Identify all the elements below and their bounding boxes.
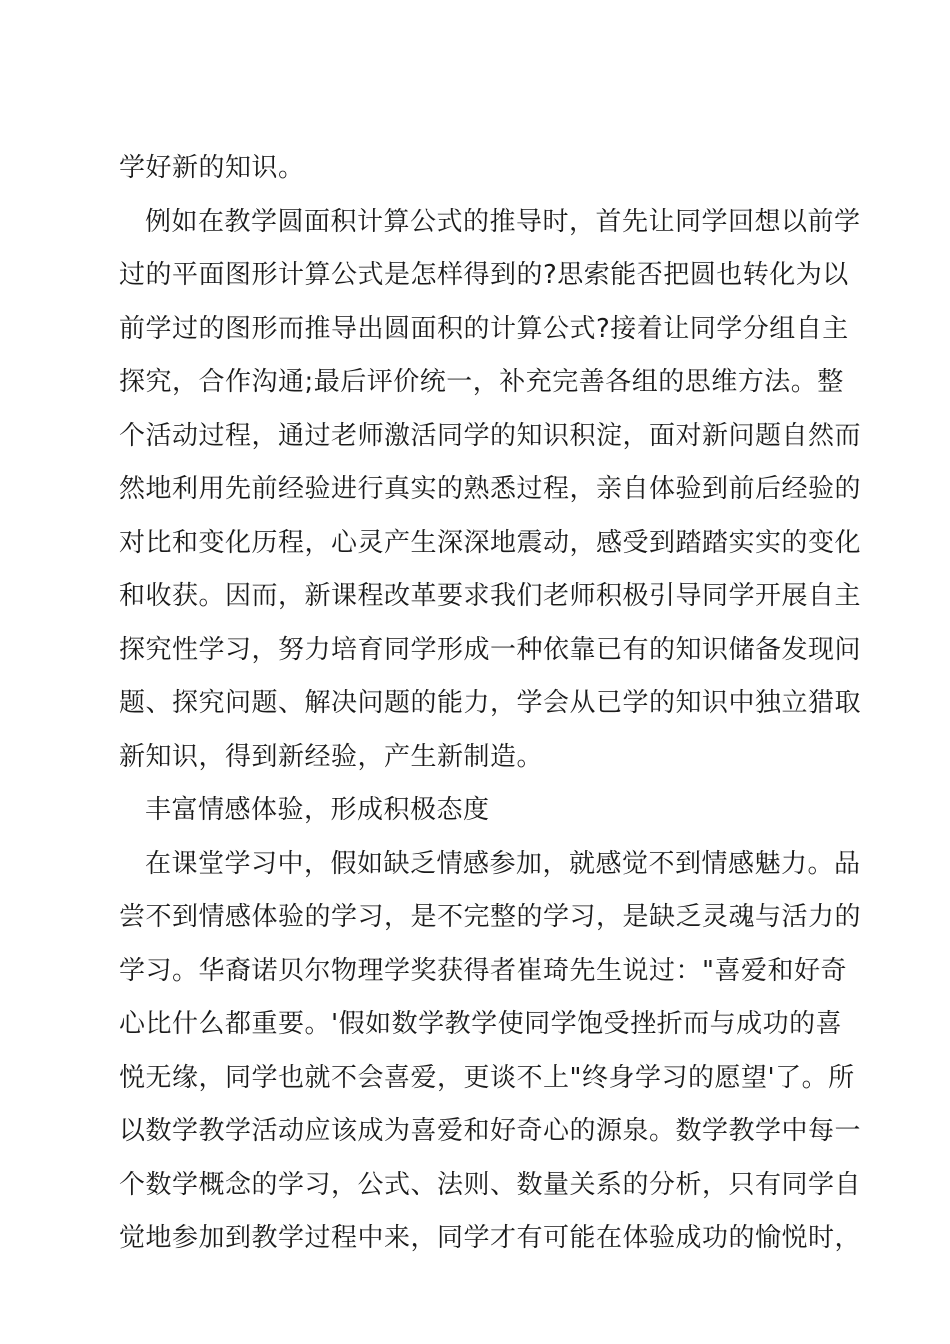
text-line: 题、探究问题、解决问题的能力，学会从已学的知识中独立猎取 bbox=[119, 688, 862, 718]
text-line: 和收获。因而，新课程改革要求我们老师积极引导同学开展自主 bbox=[119, 581, 862, 611]
text-line: 悦无缘，同学也就不会喜爱，更谈不上"终身学习的愿望'了。所 bbox=[119, 1062, 855, 1093]
text-line: 探究性学习，努力培育同学形成一种依靠已有的知识储备发现问 bbox=[119, 634, 862, 665]
text-line: 学习。华裔诺贝尔物理学奖获得者崔琦先生说过："喜爱和好奇 bbox=[119, 955, 847, 986]
text-line: 个活动过程，通过老师激活同学的知识积淀，面对新问题自然而 bbox=[119, 420, 862, 451]
text-line: 前学过的图形而推导出圆面积的计算公式?接着让同学分组自主 bbox=[119, 313, 849, 344]
text-line: 觉地参加到教学过程中来，同学才有可能在体验成功的愉悦时， bbox=[119, 1223, 862, 1253]
text-line: 个数学概念的学习，公式、法则、数量关系的分析，只有同学自 bbox=[119, 1169, 862, 1200]
text-line: 心比什么都重要。'假如数学教学使同学饱受挫折而与成功的喜 bbox=[119, 1009, 843, 1039]
text-line: 对比和变化历程，心灵产生深深地震动，感受到踏踏实实的变化 bbox=[119, 527, 862, 558]
text-line: 在课堂学习中，假如缺乏情感参加，就感觉不到情感魅力。品 bbox=[145, 848, 861, 879]
text-line: 学好新的知识。 bbox=[119, 153, 305, 183]
text-line: 过的平面图形计算公式是怎样得到的?思索能否把圆也转化为以 bbox=[119, 260, 849, 290]
text-line: 探究，合作沟通;最后评价统一，补充完善各组的思维方法。整 bbox=[119, 367, 844, 397]
text-line: 然地利用先前经验进行真实的熟悉过程，亲自体验到前后经验的 bbox=[119, 474, 862, 504]
text-line: 以数学教学活动应该成为喜爱和好奇心的源泉。数学教学中每一 bbox=[119, 1116, 862, 1146]
body-text bbox=[119, 142, 862, 1266]
text-line: 例如在教学圆面积计算公式的推导时，首先让同学回想以前学 bbox=[145, 206, 861, 237]
text-line: 尝不到情感体验的学习，是不完整的学习，是缺乏灵魂与活力的 bbox=[119, 902, 862, 932]
section-heading: 丰富情感体验，形成积极态度 bbox=[145, 795, 490, 825]
text-line: 新知识，得到新经验，产生新制造。 bbox=[119, 741, 544, 772]
